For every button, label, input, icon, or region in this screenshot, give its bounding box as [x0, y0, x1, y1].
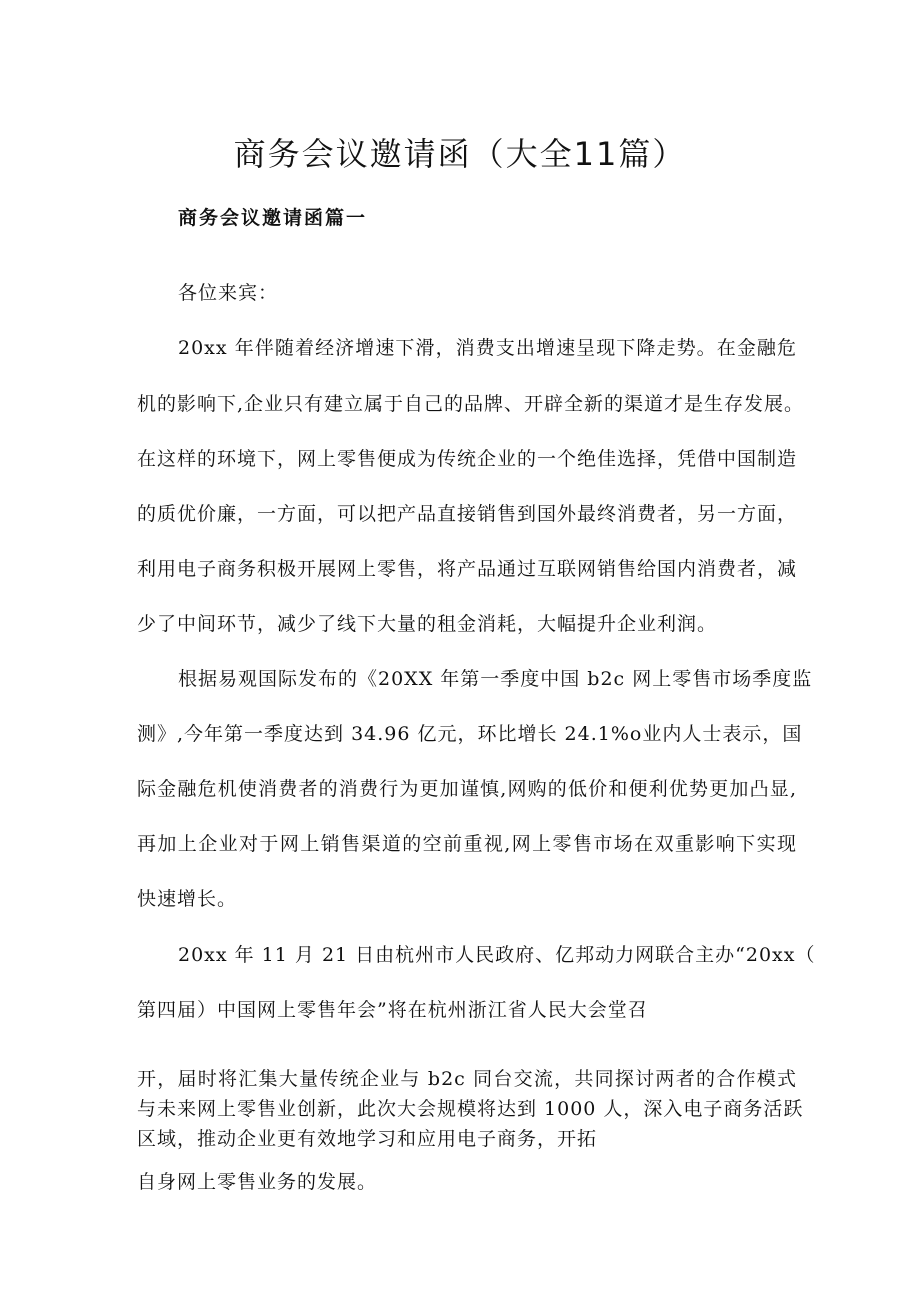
paragraph2-line: 快速增长。: [137, 888, 238, 910]
document-title: 商务会议邀请函（大全11篇）: [233, 135, 687, 173]
paragraph1-line: 利用电子商务积极开展网上零售，将产品通过互联网销售给国内消费者，减: [137, 558, 798, 580]
paragraph3-line: 区域，推动企业更有效地学习和应用电子商务，开拓: [137, 1128, 598, 1150]
paragraph2-line: 际金融危机使消费者的消费行为更加谨慎,网购的低价和便利优势更加凸显,: [137, 778, 797, 800]
paragraph3-line: 开，届时将汇集大量传统企业与 b2c 同台交流，共同探讨两者的合作模式: [137, 1068, 797, 1090]
paragraph1-line: 机的影响下,企业只有建立属于自己的品牌、开辟全新的渠道才是生存发展。: [137, 393, 805, 415]
paragraph3-line: 20xx 年 11 月 21 日由杭州市人民政府、亿邦动力网联合主办“20xx（: [178, 944, 816, 966]
paragraph2-line: 根据易观国际发布的《20XX 年第一季度中国 b2c 网上零售市场季度监: [178, 668, 813, 690]
paragraph2-line: 再加上企业对于网上销售渠道的空前重视,网上零售市场在双重影响下实现: [137, 833, 797, 855]
paragraph1-line: 在这样的环境下，网上零售便成为传统企业的一个绝佳选择，凭借中国制造: [137, 448, 798, 470]
section-title: 商务会议邀请函篇一: [178, 207, 368, 229]
paragraph3-line: 第四届）中国网上零售年会”将在杭州浙江省人民大会堂召: [137, 999, 648, 1021]
paragraph1-line: 的质优价廉，一方面，可以把产品直接销售到国外最终消费者，另一方面，: [137, 503, 798, 525]
paragraph3-line: 自身网上零售业务的发展。: [137, 1171, 378, 1193]
paragraph3-line: 与未来网上零售业创新，此次大会规模将达到 1000 人，深入电子商务活跃: [137, 1098, 804, 1120]
paragraph1-line: 20xx 年伴随着经济增速下滑，消费支出增速呈现下降走势。在金融危: [178, 337, 797, 359]
greeting: 各位来宾：: [178, 282, 279, 304]
paragraph1-line: 少了中间环节，减少了线下大量的租金消耗，大幅提升企业利润。: [137, 613, 718, 635]
paragraph2-line: 测》,今年第一季度达到 34.96 亿元，环比增长 24.1%o业内人士表示，国: [137, 723, 803, 745]
